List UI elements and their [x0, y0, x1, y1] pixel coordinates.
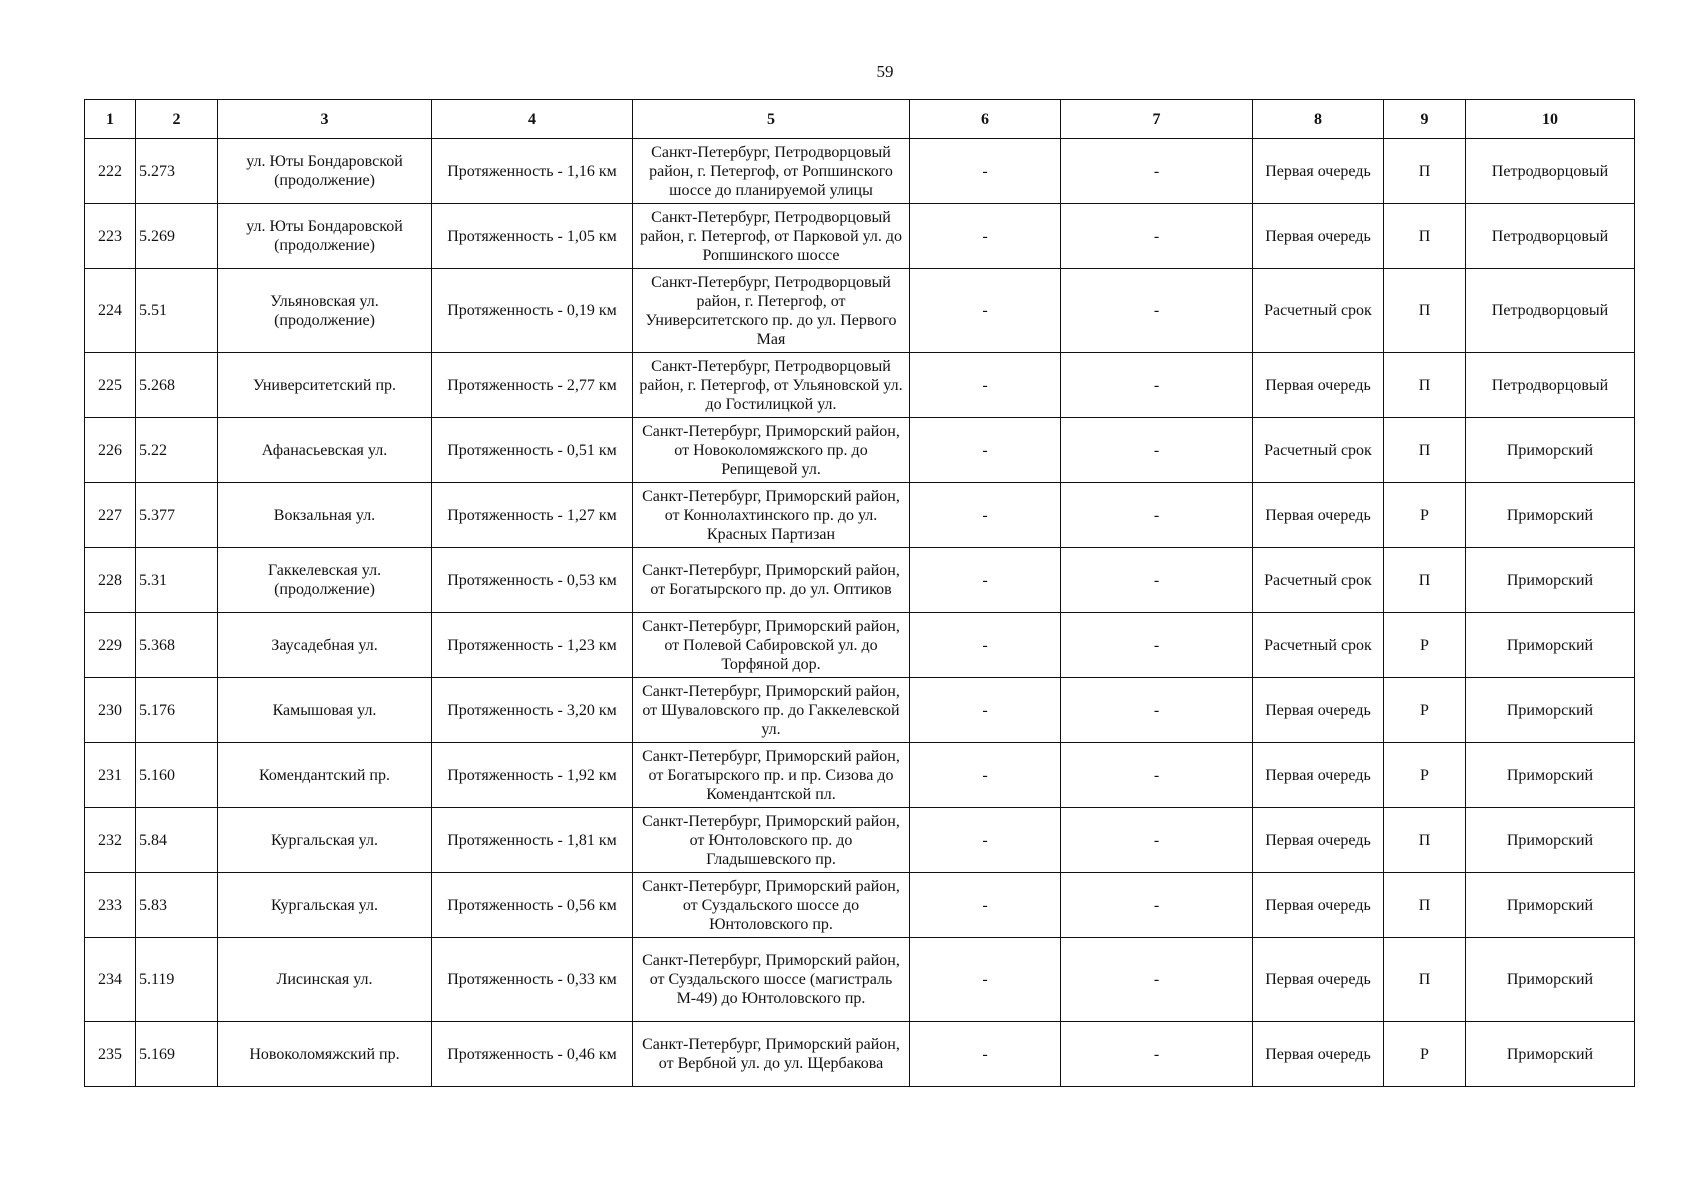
object-name: Гаккелевская ул. (продолжение) — [218, 548, 432, 613]
implementation-stage: Первая очередь — [1253, 873, 1384, 938]
district-name: Приморский — [1466, 743, 1635, 808]
table-row — [85, 808, 1635, 873]
column-6-value: - — [910, 548, 1061, 613]
column-6-value: - — [910, 269, 1061, 353]
row-number: 227 — [85, 483, 136, 548]
row-number: 228 — [85, 548, 136, 613]
column-header: 9 — [1384, 100, 1466, 139]
table-row — [85, 1022, 1635, 1087]
implementation-stage: Первая очередь — [1253, 743, 1384, 808]
column-6-value: - — [910, 938, 1061, 1022]
column-7-value: - — [1061, 353, 1253, 418]
object-type: Р — [1384, 678, 1466, 743]
object-name: Заусадебная ул. — [218, 613, 432, 678]
column-7-value: - — [1061, 418, 1253, 483]
district-name: Приморский — [1466, 613, 1635, 678]
object-type: П — [1384, 938, 1466, 1022]
object-code: 5.273 — [136, 139, 218, 204]
row-number: 225 — [85, 353, 136, 418]
district-name: Петродворцовый — [1466, 139, 1635, 204]
object-location: Санкт-Петербург, Приморский район, от Богатырского пр. до ул. Оптиков — [633, 548, 910, 613]
document-table — [84, 99, 1635, 1087]
object-name: Вокзальная ул. — [218, 483, 432, 548]
column-6-value: - — [910, 873, 1061, 938]
table-row — [85, 204, 1635, 269]
row-number: 233 — [85, 873, 136, 938]
row-number: 235 — [85, 1022, 136, 1087]
object-code: 5.268 — [136, 353, 218, 418]
object-location: Санкт-Петербург, Приморский район, от Коннолахтинского пр. до ул. Красных Партизан — [633, 483, 910, 548]
column-header: 7 — [1061, 100, 1253, 139]
object-length: Протяженность - 1,27 км — [432, 483, 633, 548]
object-length: Протяженность - 1,23 км — [432, 613, 633, 678]
column-7-value: - — [1061, 678, 1253, 743]
column-6-value: - — [910, 613, 1061, 678]
column-header: 1 — [85, 100, 136, 139]
object-length: Протяженность - 3,20 км — [432, 678, 633, 743]
object-code: 5.83 — [136, 873, 218, 938]
table-row — [85, 418, 1635, 483]
column-6-value: - — [910, 418, 1061, 483]
implementation-stage: Первая очередь — [1253, 353, 1384, 418]
table-row — [85, 139, 1635, 204]
column-7-value: - — [1061, 873, 1253, 938]
object-name: Университетский пр. — [218, 353, 432, 418]
object-type: П — [1384, 269, 1466, 353]
column-6-value: - — [910, 1022, 1061, 1087]
implementation-stage: Первая очередь — [1253, 678, 1384, 743]
column-6-value: - — [910, 139, 1061, 204]
table-row — [85, 938, 1635, 1022]
object-name: Новоколомяжский пр. — [218, 1022, 432, 1087]
object-code: 5.269 — [136, 204, 218, 269]
implementation-stage: Первая очередь — [1253, 483, 1384, 548]
object-name: Лисинская ул. — [218, 938, 432, 1022]
object-length: Протяженность - 0,56 км — [432, 873, 633, 938]
object-name: ул. Юты Бондаровской (продолжение) — [218, 204, 432, 269]
object-location: Санкт-Петербург, Приморский район, от Юнтоловского пр. до Гладышевского пр. — [633, 808, 910, 873]
object-length: Протяженность - 1,92 км — [432, 743, 633, 808]
row-number: 232 — [85, 808, 136, 873]
column-7-value: - — [1061, 204, 1253, 269]
district-name: Петродворцовый — [1466, 269, 1635, 353]
implementation-stage: Расчетный срок — [1253, 613, 1384, 678]
column-7-value: - — [1061, 483, 1253, 548]
row-number: 226 — [85, 418, 136, 483]
object-name: Афанасьевская ул. — [218, 418, 432, 483]
column-header: 2 — [136, 100, 218, 139]
column-7-value: - — [1061, 548, 1253, 613]
object-name: Кургальская ул. — [218, 808, 432, 873]
object-type: П — [1384, 418, 1466, 483]
row-number: 224 — [85, 269, 136, 353]
object-type: П — [1384, 873, 1466, 938]
object-type: П — [1384, 548, 1466, 613]
object-code: 5.176 — [136, 678, 218, 743]
implementation-stage: Первая очередь — [1253, 1022, 1384, 1087]
object-location: Санкт-Петербург, Петродворцовый район, г. Петергоф, от Ульяновской ул. до Гостилицкой ул. — [633, 353, 910, 418]
object-length: Протяженность - 0,33 км — [432, 938, 633, 1022]
object-location: Санкт-Петербург, Приморский район, от Шуваловского пр. до Гаккелевской ул. — [633, 678, 910, 743]
object-type: П — [1384, 808, 1466, 873]
object-code: 5.84 — [136, 808, 218, 873]
column-6-value: - — [910, 204, 1061, 269]
object-type: Р — [1384, 483, 1466, 548]
implementation-stage: Первая очередь — [1253, 938, 1384, 1022]
header-row — [85, 100, 1635, 139]
object-location: Санкт-Петербург, Приморский район, от Вербной ул. до ул. Щербакова — [633, 1022, 910, 1087]
object-length: Протяженность - 2,77 км — [432, 353, 633, 418]
column-7-value: - — [1061, 938, 1253, 1022]
column-header: 10 — [1466, 100, 1635, 139]
object-location: Санкт-Петербург, Приморский район, от Суздальского шоссе (магистраль М-49) до Юнтоловского пр. — [633, 938, 910, 1022]
column-header: 8 — [1253, 100, 1384, 139]
district-name: Петродворцовый — [1466, 353, 1635, 418]
object-type: П — [1384, 353, 1466, 418]
column-6-value: - — [910, 483, 1061, 548]
object-location: Санкт-Петербург, Петродворцовый район, г. Петергоф, от Парковой ул. до Ропшинского шоссе — [633, 204, 910, 269]
object-length: Протяженность - 0,53 км — [432, 548, 633, 613]
district-name: Приморский — [1466, 808, 1635, 873]
implementation-stage: Расчетный срок — [1253, 269, 1384, 353]
row-number: 229 — [85, 613, 136, 678]
page-number: 59 — [876, 62, 894, 81]
object-name: ул. Юты Бондаровской (продолжение) — [218, 139, 432, 204]
implementation-stage: Первая очередь — [1253, 204, 1384, 269]
district-name: Приморский — [1466, 1022, 1635, 1087]
object-location: Санкт-Петербург, Приморский район, от Суздальского шоссе до Юнтоловского пр. — [633, 873, 910, 938]
object-length: Протяженность - 1,16 км — [432, 139, 633, 204]
object-length: Протяженность - 1,81 км — [432, 808, 633, 873]
object-type: Р — [1384, 743, 1466, 808]
column-6-value: - — [910, 743, 1061, 808]
object-name: Ульяновская ул. (продолжение) — [218, 269, 432, 353]
column-7-value: - — [1061, 1022, 1253, 1087]
object-code: 5.368 — [136, 613, 218, 678]
district-name: Петродворцовый — [1466, 204, 1635, 269]
object-code: 5.377 — [136, 483, 218, 548]
object-type: П — [1384, 204, 1466, 269]
column-7-value: - — [1061, 613, 1253, 678]
column-header: 6 — [910, 100, 1061, 139]
district-name: Приморский — [1466, 873, 1635, 938]
column-7-value: - — [1061, 269, 1253, 353]
object-code: 5.22 — [136, 418, 218, 483]
district-name: Приморский — [1466, 418, 1635, 483]
object-length: Протяженность - 0,19 км — [432, 269, 633, 353]
column-6-value: - — [910, 678, 1061, 743]
object-name: Комендантский пр. — [218, 743, 432, 808]
object-location: Санкт-Петербург, Петродворцовый район, г. Петергоф, от Ропшинского шоссе до планируемой улицы — [633, 139, 910, 204]
column-7-value: - — [1061, 808, 1253, 873]
object-length: Протяженность - 0,46 км — [432, 1022, 633, 1087]
implementation-stage: Расчетный срок — [1253, 418, 1384, 483]
object-code: 5.51 — [136, 269, 218, 353]
object-type: П — [1384, 139, 1466, 204]
column-header: 3 — [218, 100, 432, 139]
row-number: 222 — [85, 139, 136, 204]
object-code: 5.31 — [136, 548, 218, 613]
implementation-stage: Расчетный срок — [1253, 548, 1384, 613]
table-row — [85, 269, 1635, 353]
object-location: Санкт-Петербург, Петродворцовый район, г. Петергоф, от Университетского пр. до ул. Первого Мая — [633, 269, 910, 353]
object-name: Кургальская ул. — [218, 873, 432, 938]
table-row — [85, 613, 1635, 678]
object-name: Камышовая ул. — [218, 678, 432, 743]
object-code: 5.160 — [136, 743, 218, 808]
row-number: 231 — [85, 743, 136, 808]
district-name: Приморский — [1466, 483, 1635, 548]
row-number: 223 — [85, 204, 136, 269]
district-name: Приморский — [1466, 938, 1635, 1022]
district-name: Приморский — [1466, 678, 1635, 743]
object-location: Санкт-Петербург, Приморский район, от Новоколомяжского пр. до Репищевой ул. — [633, 418, 910, 483]
table-row — [85, 678, 1635, 743]
object-location: Санкт-Петербург, Приморский район, от Полевой Сабировской ул. до Торфяной дор. — [633, 613, 910, 678]
object-code: 5.169 — [136, 1022, 218, 1087]
object-location: Санкт-Петербург, Приморский район, от Богатырского пр. и пр. Сизова до Комендантской пл. — [633, 743, 910, 808]
table-row — [85, 743, 1635, 808]
column-7-value: - — [1061, 743, 1253, 808]
table-row — [85, 483, 1635, 548]
object-type: Р — [1384, 613, 1466, 678]
table-row — [85, 873, 1635, 938]
table-row — [85, 548, 1635, 613]
object-length: Протяженность - 1,05 км — [432, 204, 633, 269]
implementation-stage: Первая очередь — [1253, 808, 1384, 873]
column-header: 5 — [633, 100, 910, 139]
object-type: Р — [1384, 1022, 1466, 1087]
column-6-value: - — [910, 353, 1061, 418]
object-code: 5.119 — [136, 938, 218, 1022]
object-length: Протяженность - 0,51 км — [432, 418, 633, 483]
column-7-value: - — [1061, 139, 1253, 204]
column-6-value: - — [910, 808, 1061, 873]
implementation-stage: Первая очередь — [1253, 139, 1384, 204]
column-header: 4 — [432, 100, 633, 139]
district-name: Приморский — [1466, 548, 1635, 613]
row-number: 230 — [85, 678, 136, 743]
table-row — [85, 353, 1635, 418]
row-number: 234 — [85, 938, 136, 1022]
